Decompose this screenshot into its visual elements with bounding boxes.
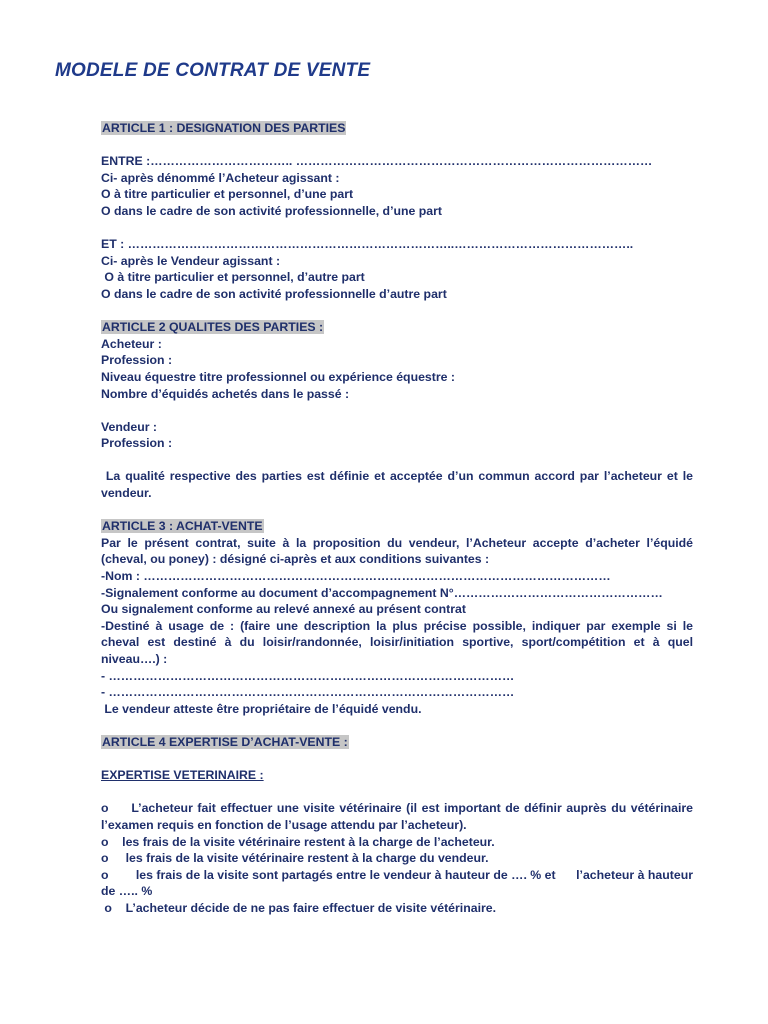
article1-heading: ARTICLE 1 : DESIGNATION DES PARTIES (102, 121, 346, 135)
expertise-option-2: o les frais de la visite vétérinaire restent à la charge de l’acheteur. (101, 834, 495, 849)
expertise-veterinaire-subheading: EXPERTISE VETERINAIRE : (101, 768, 264, 783)
option-professionnel-vendeur: O dans le cadre de son activité professionnelle d’autre part (101, 286, 447, 301)
option-particulier-vendeur: O à titre particulier et personnel, d’autre part (101, 270, 365, 285)
signalement-line: -Signalement conforme au document d’accompagnement N°…………………………………………… (101, 585, 663, 600)
acheteur-label: Acheteur : (101, 336, 162, 351)
option-particulier-acheteur: O à titre particulier et personnel, d’une part (101, 187, 354, 202)
vendeur-intro: Ci- après le Vendeur agissant : (101, 253, 281, 268)
atteste-line: Le vendeur atteste être propriétaire de l’équidé vendu. (101, 701, 422, 716)
expertise-option-4: o les frais de la visite sont partagés entre le vendeur à hauteur de …. % et l’acheteur à hauteur de ….. % (101, 867, 697, 899)
option-professionnel-acheteur: O dans le cadre de son activité professionnelle, d’une part (101, 203, 442, 218)
niveau-equestre-label: Niveau équestre titre professionnel ou expérience équestre : (101, 369, 455, 384)
document-title: MODELE DE CONTRAT DE VENTE (55, 60, 371, 81)
expertise-option-5: o L’acheteur décide de ne pas faire effectuer de visite vétérinaire. (101, 900, 497, 915)
document-body (101, 120, 697, 917)
expertise-option-3: o les frais de la visite vétérinaire restent à la charge du vendeur. (101, 851, 489, 866)
expertise-option-1: o L’acheteur fait effectuer une visite vétérinaire (il est important de définir auprès du vétérinaire l’examen requis en fonction de l’usage attendu par l’acheteur). (101, 801, 697, 832)
qualite-paragraph: La qualité respective des parties est définie et acceptée d’un commun accord par l’acheteur et le vendeur. (101, 469, 697, 501)
et-line: ET : ……………………………………………………………………..…………………………………….. (101, 237, 634, 252)
article4-heading: ARTICLE 4 EXPERTISE D’ACHAT-VENTE : (102, 734, 348, 749)
vendeur-label: Vendeur : (101, 419, 158, 434)
ou-signalement-line: Ou signalement conforme au relevé annexé au présent contrat (101, 602, 466, 617)
nombre-equides-label: Nombre d’équidés achetés dans le passé : (101, 386, 350, 401)
nom-line: -Nom : …………………………………………………………………………………………………… (101, 569, 611, 584)
usage-blank-line-2: - ……………………………………………………………………………………… (101, 685, 515, 700)
article3-heading: ARTICLE 3 : ACHAT-VENTE (102, 519, 263, 534)
achat-vente-intro: Par le présent contrat, suite à la proposition du vendeur, l’Acheteur accepte d’acheter l’équidé (cheval, ou poney) : désigné ci-après et aux conditions suivantes : (101, 535, 693, 567)
destine-paragraph: -Destiné à usage de : (faire une description la plus précise possible, indiquer par exemple si le cheval est destiné à du loisir/randonnée, loisir/initiation sportive, sport/compétition et à quel niveau….) : (101, 618, 693, 666)
article2-heading: ARTICLE 2 QUALITES DES PARTIES : (102, 320, 324, 335)
acheteur-profession-label: Profession : (101, 353, 173, 368)
acheteur-intro: Ci- après dénommé l’Acheteur agissant : (101, 170, 340, 185)
entre-line: ENTRE :…………………………….. …………………………………………………………………………… (101, 154, 653, 169)
vendeur-profession-label: Profession : (101, 436, 173, 451)
usage-blank-line-1: - ……………………………………………………………………………………… (101, 668, 515, 683)
